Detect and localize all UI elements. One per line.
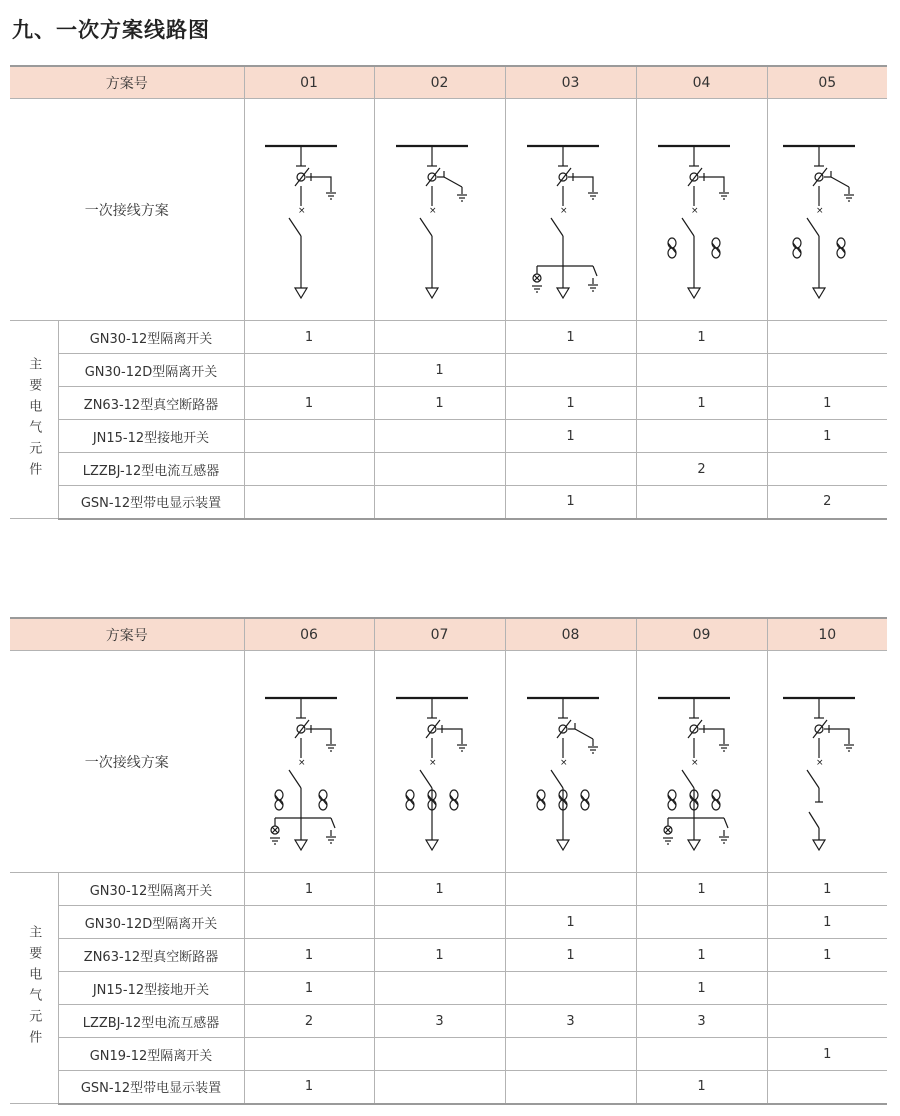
breaker-mark: × (298, 205, 306, 216)
breaker-blade (551, 770, 563, 788)
breaker-mark: × (559, 757, 568, 768)
cable-terminal-icon (426, 288, 438, 298)
component-row (10, 453, 887, 486)
quantity-cell (767, 453, 887, 486)
quantity-cell: 1 (244, 387, 374, 420)
quantity-cell: 1 (636, 939, 767, 972)
scheme-number: 01 (244, 66, 374, 99)
breaker-mark: × (816, 757, 824, 768)
current-transformer-icon (581, 790, 589, 810)
component-name: JN15-12型接地开关 (58, 972, 244, 1005)
earth-link (829, 729, 849, 744)
quantity-cell (374, 1038, 505, 1071)
quantity-cell: 1 (767, 939, 887, 972)
component-row (10, 387, 887, 420)
quantity-cell: 1 (636, 873, 767, 906)
wiring-diagram (505, 99, 636, 321)
single-line-diagram (390, 110, 490, 310)
quantity-cell (505, 873, 636, 906)
group-label: 主要电气元件 (26, 356, 42, 483)
quantity-cell (636, 486, 767, 519)
cable-terminal-icon (295, 840, 307, 850)
breaker-mark: × (816, 205, 824, 216)
ground-icon (663, 838, 673, 844)
cable-terminal-icon (557, 840, 569, 850)
scheme-number: 09 (636, 618, 767, 651)
current-transformer-icon (837, 238, 845, 258)
scheme-number: 05 (767, 66, 887, 99)
header-row (10, 618, 887, 651)
component-name: JN15-12型接地开关 (58, 420, 244, 453)
component-row (10, 873, 887, 906)
disconnector-hinge (559, 173, 567, 181)
wiring-diagram (636, 651, 767, 873)
quantity-cell: 1 (636, 321, 767, 354)
live-indicator-icon (271, 826, 279, 834)
component-name: GN30-12D型隔离开关 (58, 354, 244, 387)
quantity-cell (374, 1071, 505, 1104)
component-name: GN30-12型隔离开关 (58, 321, 244, 354)
breaker-blade (551, 218, 563, 236)
component-row (10, 939, 887, 972)
quantity-cell: 1 (505, 906, 636, 939)
diagram-row (10, 99, 887, 321)
quantity-cell: 1 (244, 939, 374, 972)
group-label-cell (10, 321, 58, 519)
group-label: 主要电气元件 (26, 925, 42, 1051)
ground-icon (588, 747, 598, 753)
quantity-cell (244, 906, 374, 939)
ground-icon (588, 193, 598, 199)
earth-link (442, 729, 462, 744)
ground-icon (719, 193, 729, 199)
single-line-diagram (259, 110, 359, 310)
cable-terminal-icon (688, 288, 700, 298)
scheme-number: 08 (505, 618, 636, 651)
component-name: ZN63-12型真空断路器 (58, 939, 244, 972)
wiring-diagram (244, 651, 374, 873)
cable-terminal-icon (426, 840, 438, 850)
wiring-diagram (636, 99, 767, 321)
scheme-number: 04 (636, 66, 767, 99)
earth-link (575, 729, 593, 739)
header-row (10, 66, 887, 99)
quantity-cell (767, 1005, 887, 1038)
current-transformer-icon (712, 238, 720, 258)
live-indicator-icon (533, 274, 541, 282)
quantity-cell (374, 972, 505, 1005)
ground-icon (844, 195, 854, 201)
wiring-diagram (244, 99, 374, 321)
current-transformer-icon (275, 790, 283, 810)
ground-icon (326, 745, 336, 751)
earth-link (311, 177, 331, 192)
breaker-blade (682, 218, 694, 236)
earth-link (437, 171, 444, 177)
wiring-diagram (374, 651, 505, 873)
single-line-diagram (652, 662, 752, 862)
scheme-number-label: 方案号 (10, 66, 244, 99)
diagram-row-label: 一次接线方案 (10, 99, 244, 321)
current-transformer-icon (668, 238, 676, 258)
single-line-diagram (521, 662, 621, 862)
ground-icon (270, 838, 280, 844)
ground-icon (719, 745, 729, 751)
disconnector-hinge (690, 725, 698, 733)
ground-icon (326, 837, 336, 843)
ground-icon (844, 745, 854, 751)
component-name: LZZBJ-12型电流互感器 (58, 1005, 244, 1038)
disconnector-hinge (428, 725, 436, 733)
earth-link (573, 177, 593, 192)
quantity-cell (505, 453, 636, 486)
current-transformer-icon (793, 238, 801, 258)
ground-icon (532, 286, 542, 292)
ground-icon (719, 837, 729, 843)
quantity-cell (374, 453, 505, 486)
earth-link (311, 729, 331, 744)
page-title: 九、一次方案线路图 (12, 18, 210, 42)
earth-link (704, 177, 724, 192)
wiring-diagram (767, 651, 887, 873)
current-transformer-icon (712, 790, 720, 810)
current-transformer-icon (668, 790, 676, 810)
quantity-cell: 1 (505, 321, 636, 354)
quantity-cell (636, 420, 767, 453)
component-name: LZZBJ-12型电流互感器 (58, 453, 244, 486)
scheme-number: 06 (244, 618, 374, 651)
breaker-mark: × (428, 205, 437, 216)
quantity-cell: 1 (767, 1038, 887, 1071)
breaker-blade (289, 770, 301, 788)
component-name: ZN63-12型真空断路器 (58, 387, 244, 420)
component-name: GN30-12D型隔离开关 (58, 906, 244, 939)
quantity-cell: 1 (244, 972, 374, 1005)
live-indicator-icon (664, 826, 672, 834)
quantity-cell: 1 (244, 321, 374, 354)
disconnector-hinge (690, 173, 698, 181)
component-row (10, 906, 887, 939)
breaker-blade (807, 770, 819, 788)
quantity-cell: 1 (244, 873, 374, 906)
quantity-cell: 1 (374, 354, 505, 387)
quantity-cell: 1 (505, 420, 636, 453)
single-line-diagram (777, 662, 877, 862)
disconnector-hinge (815, 725, 823, 733)
quantity-cell (244, 486, 374, 519)
disconnector-hinge (559, 725, 567, 733)
single-line-diagram (777, 110, 877, 310)
cable-terminal-icon (688, 840, 700, 850)
earth-link (824, 171, 831, 177)
component-name: GSN-12型带电显示装置 (58, 486, 244, 519)
diagram-row (10, 651, 887, 873)
quantity-cell (505, 1071, 636, 1104)
current-transformer-icon (537, 790, 545, 810)
wiring-diagram (505, 651, 636, 873)
quantity-cell: 1 (636, 387, 767, 420)
quantity-cell (244, 1038, 374, 1071)
earth-link (724, 818, 728, 828)
breaker-blade (289, 218, 301, 236)
quantity-cell: 1 (767, 420, 887, 453)
quantity-cell: 3 (505, 1005, 636, 1038)
quantity-cell: 2 (244, 1005, 374, 1038)
quantity-cell (374, 420, 505, 453)
earth-link (331, 818, 335, 828)
single-line-diagram (259, 662, 359, 862)
cable-terminal-icon (557, 288, 569, 298)
wiring-diagram (767, 99, 887, 321)
scheme-number: 10 (767, 618, 887, 651)
earth-link (704, 729, 724, 744)
disconnector-hinge (428, 173, 436, 181)
quantity-cell (767, 1071, 887, 1104)
quantity-cell: 1 (505, 486, 636, 519)
ground-icon (457, 745, 467, 751)
quantity-cell: 1 (505, 939, 636, 972)
disconnector-hinge (297, 173, 305, 181)
quantity-cell: 1 (505, 387, 636, 420)
quantity-cell (505, 354, 636, 387)
quantity-cell (636, 354, 767, 387)
disconnector-blade (809, 812, 819, 828)
scheme-number: 07 (374, 618, 505, 651)
quantity-cell (636, 906, 767, 939)
scheme-table-2 (10, 617, 887, 1105)
quantity-cell: 1 (767, 873, 887, 906)
component-row (10, 420, 887, 453)
single-line-diagram (521, 110, 621, 310)
quantity-cell: 1 (636, 1071, 767, 1104)
ground-icon (588, 285, 598, 291)
quantity-cell (244, 453, 374, 486)
cable-terminal-icon (813, 288, 825, 298)
quantity-cell (505, 1038, 636, 1071)
quantity-cell: 2 (636, 453, 767, 486)
diagram-row-label: 一次接线方案 (10, 651, 244, 873)
breaker-blade (420, 770, 432, 788)
quantity-cell (636, 1038, 767, 1071)
current-transformer-icon (319, 790, 327, 810)
quantity-cell: 3 (374, 1005, 505, 1038)
breaker-mark: × (428, 757, 437, 768)
component-name: GN30-12型隔离开关 (58, 873, 244, 906)
quantity-cell: 1 (244, 1071, 374, 1104)
quantity-cell: 1 (767, 906, 887, 939)
quantity-cell: 3 (636, 1005, 767, 1038)
quantity-cell (374, 486, 505, 519)
component-name: GN19-12型隔离开关 (58, 1038, 244, 1071)
component-row (10, 972, 887, 1005)
scheme-number: 03 (505, 66, 636, 99)
quantity-cell: 1 (374, 873, 505, 906)
earth-link (444, 177, 462, 187)
quantity-cell (767, 321, 887, 354)
scheme-table-1 (10, 65, 887, 520)
disconnector-hinge (815, 173, 823, 181)
group-label-cell (10, 873, 58, 1104)
component-name: GSN-12型带电显示装置 (58, 1071, 244, 1104)
ground-icon (326, 193, 336, 199)
earth-link (568, 723, 575, 729)
quantity-cell: 1 (374, 939, 505, 972)
disconnector-hinge (297, 725, 305, 733)
component-row (10, 1005, 887, 1038)
quantity-cell: 1 (767, 387, 887, 420)
earth-link (831, 177, 849, 187)
current-transformer-icon (406, 790, 414, 810)
quantity-cell (767, 354, 887, 387)
single-line-diagram (652, 110, 752, 310)
breaker-mark: × (298, 757, 306, 768)
breaker-mark: × (690, 205, 699, 216)
component-row (10, 321, 887, 354)
component-row (10, 1038, 887, 1071)
earth-link (593, 266, 597, 276)
breaker-blade (420, 218, 432, 236)
single-line-diagram (390, 662, 490, 862)
scheme-number: 02 (374, 66, 505, 99)
breaker-mark: × (690, 757, 699, 768)
current-transformer-icon (450, 790, 458, 810)
quantity-cell: 2 (767, 486, 887, 519)
quantity-cell (767, 972, 887, 1005)
breaker-mark: × (559, 205, 568, 216)
quantity-cell: 1 (374, 387, 505, 420)
quantity-cell (244, 354, 374, 387)
ground-icon (457, 195, 467, 201)
cable-terminal-icon (813, 840, 825, 850)
breaker-blade (682, 770, 694, 788)
quantity-cell (374, 321, 505, 354)
component-row (10, 354, 887, 387)
quantity-cell (244, 420, 374, 453)
quantity-cell (374, 906, 505, 939)
cable-terminal-icon (295, 288, 307, 298)
component-row (10, 486, 887, 519)
component-row (10, 1071, 887, 1104)
wiring-diagram (374, 99, 505, 321)
quantity-cell (505, 972, 636, 1005)
scheme-number-label: 方案号 (10, 618, 244, 651)
quantity-cell: 1 (636, 972, 767, 1005)
breaker-blade (807, 218, 819, 236)
